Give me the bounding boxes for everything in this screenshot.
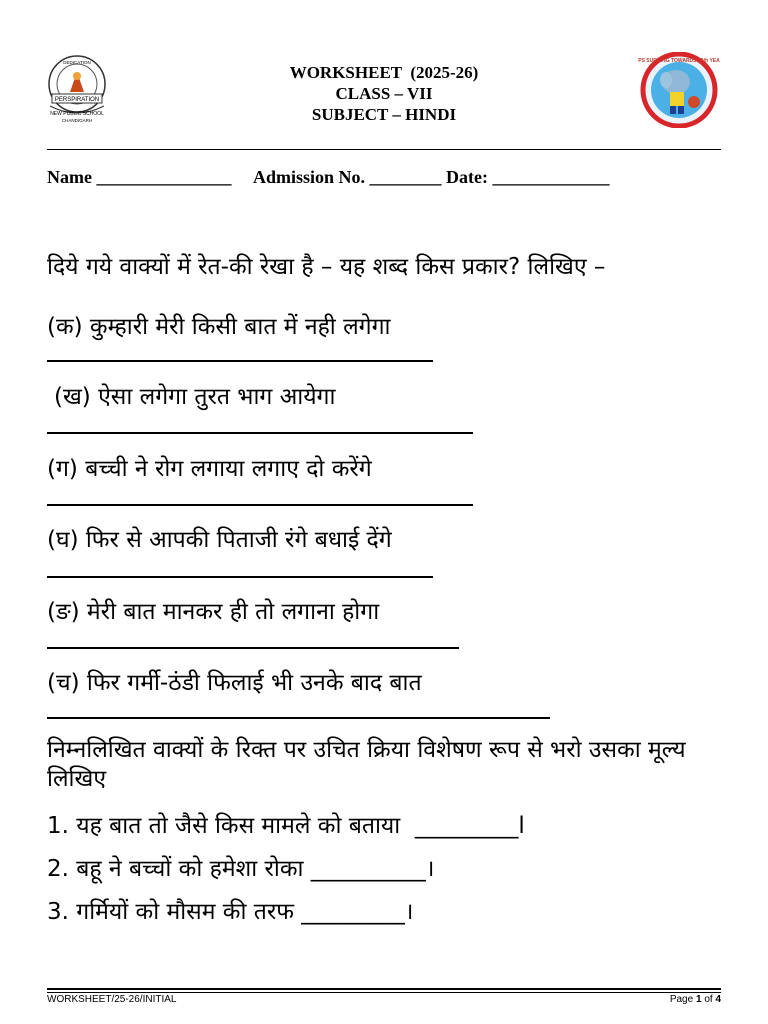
section2-instruction: निम्नलिखित वाक्यों के रिक्त पर उचित क्रिया विशेषण रूप से भरो उसका मूल्य लिखिए — [47, 737, 686, 792]
anniversary-ring-text: NPS SURGING TOWARDS 50th YEAR — [638, 58, 720, 64]
subject-label: SUBJECT – HINDI — [311, 105, 457, 124]
item-text: बहू ने बच्चों को हमेशा रोका __________। — [76, 856, 435, 882]
logo-city-text: CHANDIGARH — [61, 118, 93, 123]
question-item-kha: (ख) ऐसा लगेगा तुरत भाग आयेगा — [54, 384, 336, 410]
footer-code: WORKSHEET/25-26/INITIAL — [47, 994, 177, 1005]
question-item-ga: (ग) बच्ची ने रोग लगाया लगाए दो करेंगे — [47, 456, 372, 482]
footer-divider — [47, 988, 721, 990]
anniversary-logo — [638, 52, 720, 128]
section1-instruction: दिये गये वाक्यों में रेत-की रेखा है – यह शब्द किस प्रकार? लिखिए – — [47, 254, 606, 280]
logo-perspiration-text: PERSPIRATION — [54, 97, 100, 103]
fill-blank-item-3 — [47, 894, 414, 926]
page-word: Page — [669, 994, 694, 1005]
fill-blank-item-2 — [47, 851, 435, 883]
question-item-nga: (ङ) मेरी बात मानकर ही तो लगाना होगा — [47, 599, 380, 625]
fill-blank-item-1 — [47, 808, 525, 840]
answer-line[interactable] — [47, 360, 433, 362]
item-text: गर्मियों को मौसम की तरफ _________। — [76, 899, 414, 925]
item-number: 1. — [47, 813, 69, 839]
answer-line[interactable] — [47, 576, 433, 578]
student-info-row — [47, 167, 610, 188]
of-word: of — [704, 994, 713, 1005]
answer-line[interactable] — [47, 432, 473, 434]
page-indicator — [670, 994, 721, 1005]
answer-line[interactable] — [47, 504, 473, 506]
item-number: 2. — [47, 856, 69, 882]
date-field[interactable]: Date: _____________ — [446, 167, 610, 187]
question-item-cha: (च) फिर गर्मी-ठंडी फिलाई भी उनके बाद बात — [47, 670, 422, 696]
page-total: 4 — [715, 994, 721, 1005]
name-field[interactable]: Name _______________ — [47, 167, 232, 187]
question-item-gha: (घ) फिर से आपकी पिताजी रंगे बधाई देंगे — [47, 527, 392, 553]
footer-divider-thin — [47, 992, 721, 993]
item-number: 3. — [47, 899, 69, 925]
header-divider — [47, 149, 721, 150]
item-text: यह बात तो जैसे किस मामले को बताया _________l — [76, 813, 525, 839]
page-number: 1 — [695, 994, 702, 1005]
answer-line[interactable] — [47, 717, 550, 719]
logo-dedication-text: DEDICATION — [63, 60, 91, 65]
admission-field[interactable]: Admission No. ________ — [253, 167, 442, 187]
logo-school-name-text: NEW PUBLIC SCHOOL — [50, 111, 104, 117]
question-item-ka: (क) कुम्हारी मेरी किसी बात में नही लगेगा — [47, 314, 391, 340]
class-label: CLASS – VII — [335, 84, 433, 103]
worksheet-title: WORKSHEET (2025-26) — [289, 63, 479, 82]
answer-line[interactable] — [47, 647, 459, 649]
